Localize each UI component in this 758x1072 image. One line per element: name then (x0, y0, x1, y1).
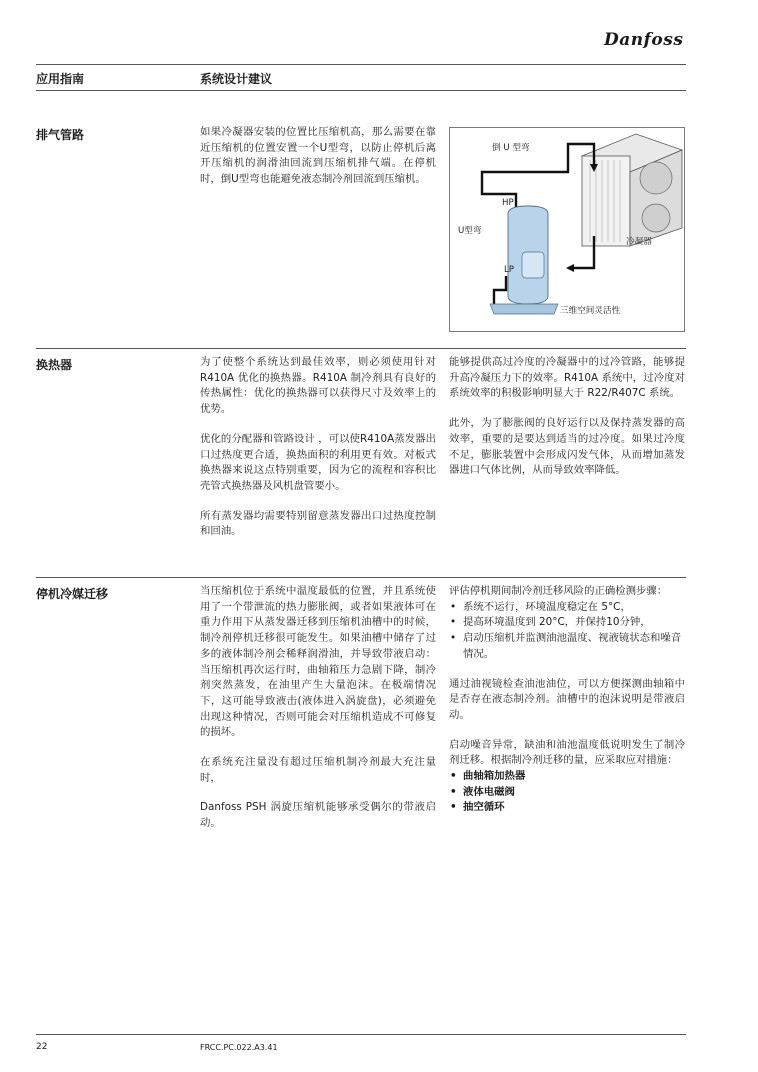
list-item: • 抽空循环 (449, 800, 689, 816)
section-heat-exchanger-col2 (449, 355, 685, 479)
list-item: • 曲轴箱加热器 (449, 769, 689, 785)
paragraph: 在系统充注量没有超过压缩机制冷剂最大充注量时， (200, 756, 436, 784)
section-discharge-line-body (200, 125, 436, 188)
label-hp: HP (502, 198, 514, 208)
measures-list (449, 769, 689, 816)
section-rule-off-cycle-migration (36, 577, 686, 578)
paragraph: 所有蒸发器均需要特别留意蒸发器出口过热度控制和回油。 (200, 509, 436, 538)
document-code: FRCC.PC.022.A3.41 (200, 1043, 278, 1052)
section-rule-heat-exchanger (36, 348, 686, 349)
section-title-discharge-line: 排气管路 (36, 128, 85, 142)
section-heat-exchanger-col1 (200, 355, 436, 540)
list-item: • 启动压缩机并监测油池温度、视液镜状态和噪音情况。 (449, 631, 689, 662)
header-top-rule (36, 64, 686, 65)
paragraph: 通过油视镜检查油池油位，可以方便探测曲轴箱中是否存在液态制冷剂。油槽中的泡沫说明是带液启动。 (449, 677, 685, 721)
label-u-bend: U型弯 (458, 226, 482, 236)
paragraph: 如果冷凝器安装的位置比压缩机高，那么需要在靠近压缩机的位置安置一个U型弯，以防止停机后离开压缩机的润滑油回流到压缩机排气端。在停机时，倒U型弯也能避免液态制冷剂回流到压缩机。 (200, 126, 436, 186)
paragraph: 能够提供高过冷度的冷凝器中的过冷管路，能够提升高冷凝压力下的效率。R410A 系统中，过冷度对系统效率的积极影响明显大于 R22/R407C 系统。 (449, 356, 685, 400)
paragraph: 优化的分配器和管路设计 ，可以使R410A蒸发器出口过热度更合适，换热面积的利用更有效。对板式换热器来说这点特别重要，因为它的流程和容积比壳管式换热器及风机盘管要小。 (200, 432, 436, 492)
label-condenser: 冷凝器 (626, 237, 652, 247)
page-number: 22 (36, 1042, 48, 1052)
paragraph: 为了使整个系统达到最佳效率，则必须使用针对 R410A 优化的换热器。R410A 制冷剂具有良好的传热属性：优化的换热器可以获得尺寸及效率上的优势。 (200, 356, 436, 416)
header-bottom-rule (36, 90, 686, 91)
danfoss-logo: Danfoss (604, 30, 684, 50)
paragraph: 此外，为了膨胀阀的良好运行以及保持蒸发器的高效率，重要的是要达到适当的过冷度。如果过冷度不足，膨胀装置中会形成闪发气体，从而增加蒸发器进口气体比例，从而导致效率降低。 (449, 417, 685, 477)
section-off-cycle-migration-col1 (200, 584, 436, 832)
compressor-condenser-diagram (450, 128, 684, 331)
list-item: • 提高环境温度到 20°C，并保持10分钟， (449, 615, 689, 631)
list-item: • 液体电磁阀 (449, 785, 689, 801)
compressor-graphic (490, 206, 558, 314)
list-item: • 系统不运行，环境温度稳定在 5°C， (449, 600, 689, 616)
section-off-cycle-migration-col2 (449, 584, 689, 816)
label-inverted-u-bend: 倒 U 型弯 (492, 143, 530, 153)
label-3d-flexibility: 三维空间灵活性 (560, 306, 621, 316)
section-title-off-cycle-migration: 停机冷媒迁移 (36, 587, 109, 601)
section-title-heat-exchanger: 换热器 (36, 358, 73, 372)
paragraph: Danfoss PSH 涡旋压缩机能够承受偶尔的带液启动。 (200, 801, 436, 830)
header-left-title: 应用指南 (36, 72, 85, 86)
condenser-graphic (582, 134, 682, 246)
paragraph: 当压缩机位于系统中温度最低的位置，并且系统使用了一个带泄流的热力膨胀阀，或者如果液体可在重力作用下从蒸发器迁移到压缩机油槽中的时候，制冷剂停机迁移很可能发生。如果油槽中储存了过多的液体制冷剂会稀释润滑油，并导致带液启动：当压缩机再次运行时，曲轴箱压力急剧下降，制冷剂突然蒸发，在油里产生大量泡沫。在极端情况下，这可能导致液击(液体进入涡旋盘)，必须避免出现这种情况，否则可能会对压缩机造成不可修复的损坏。 (200, 585, 436, 739)
paragraph: 启动噪音异常，缺油和油池温度低说明发生了制冷剂迁移。根据制冷剂迁移的量，应采取应对措施： (449, 738, 685, 767)
test-steps-list (449, 600, 689, 663)
label-lp: LP (504, 265, 514, 275)
paragraph: 评估停机期间制冷剂迁移风险的正确检测步骤： (449, 585, 668, 597)
header-right-title: 系统设计建议 (200, 72, 273, 86)
footer-rule (36, 1034, 686, 1035)
discharge-line-figure (449, 127, 685, 332)
